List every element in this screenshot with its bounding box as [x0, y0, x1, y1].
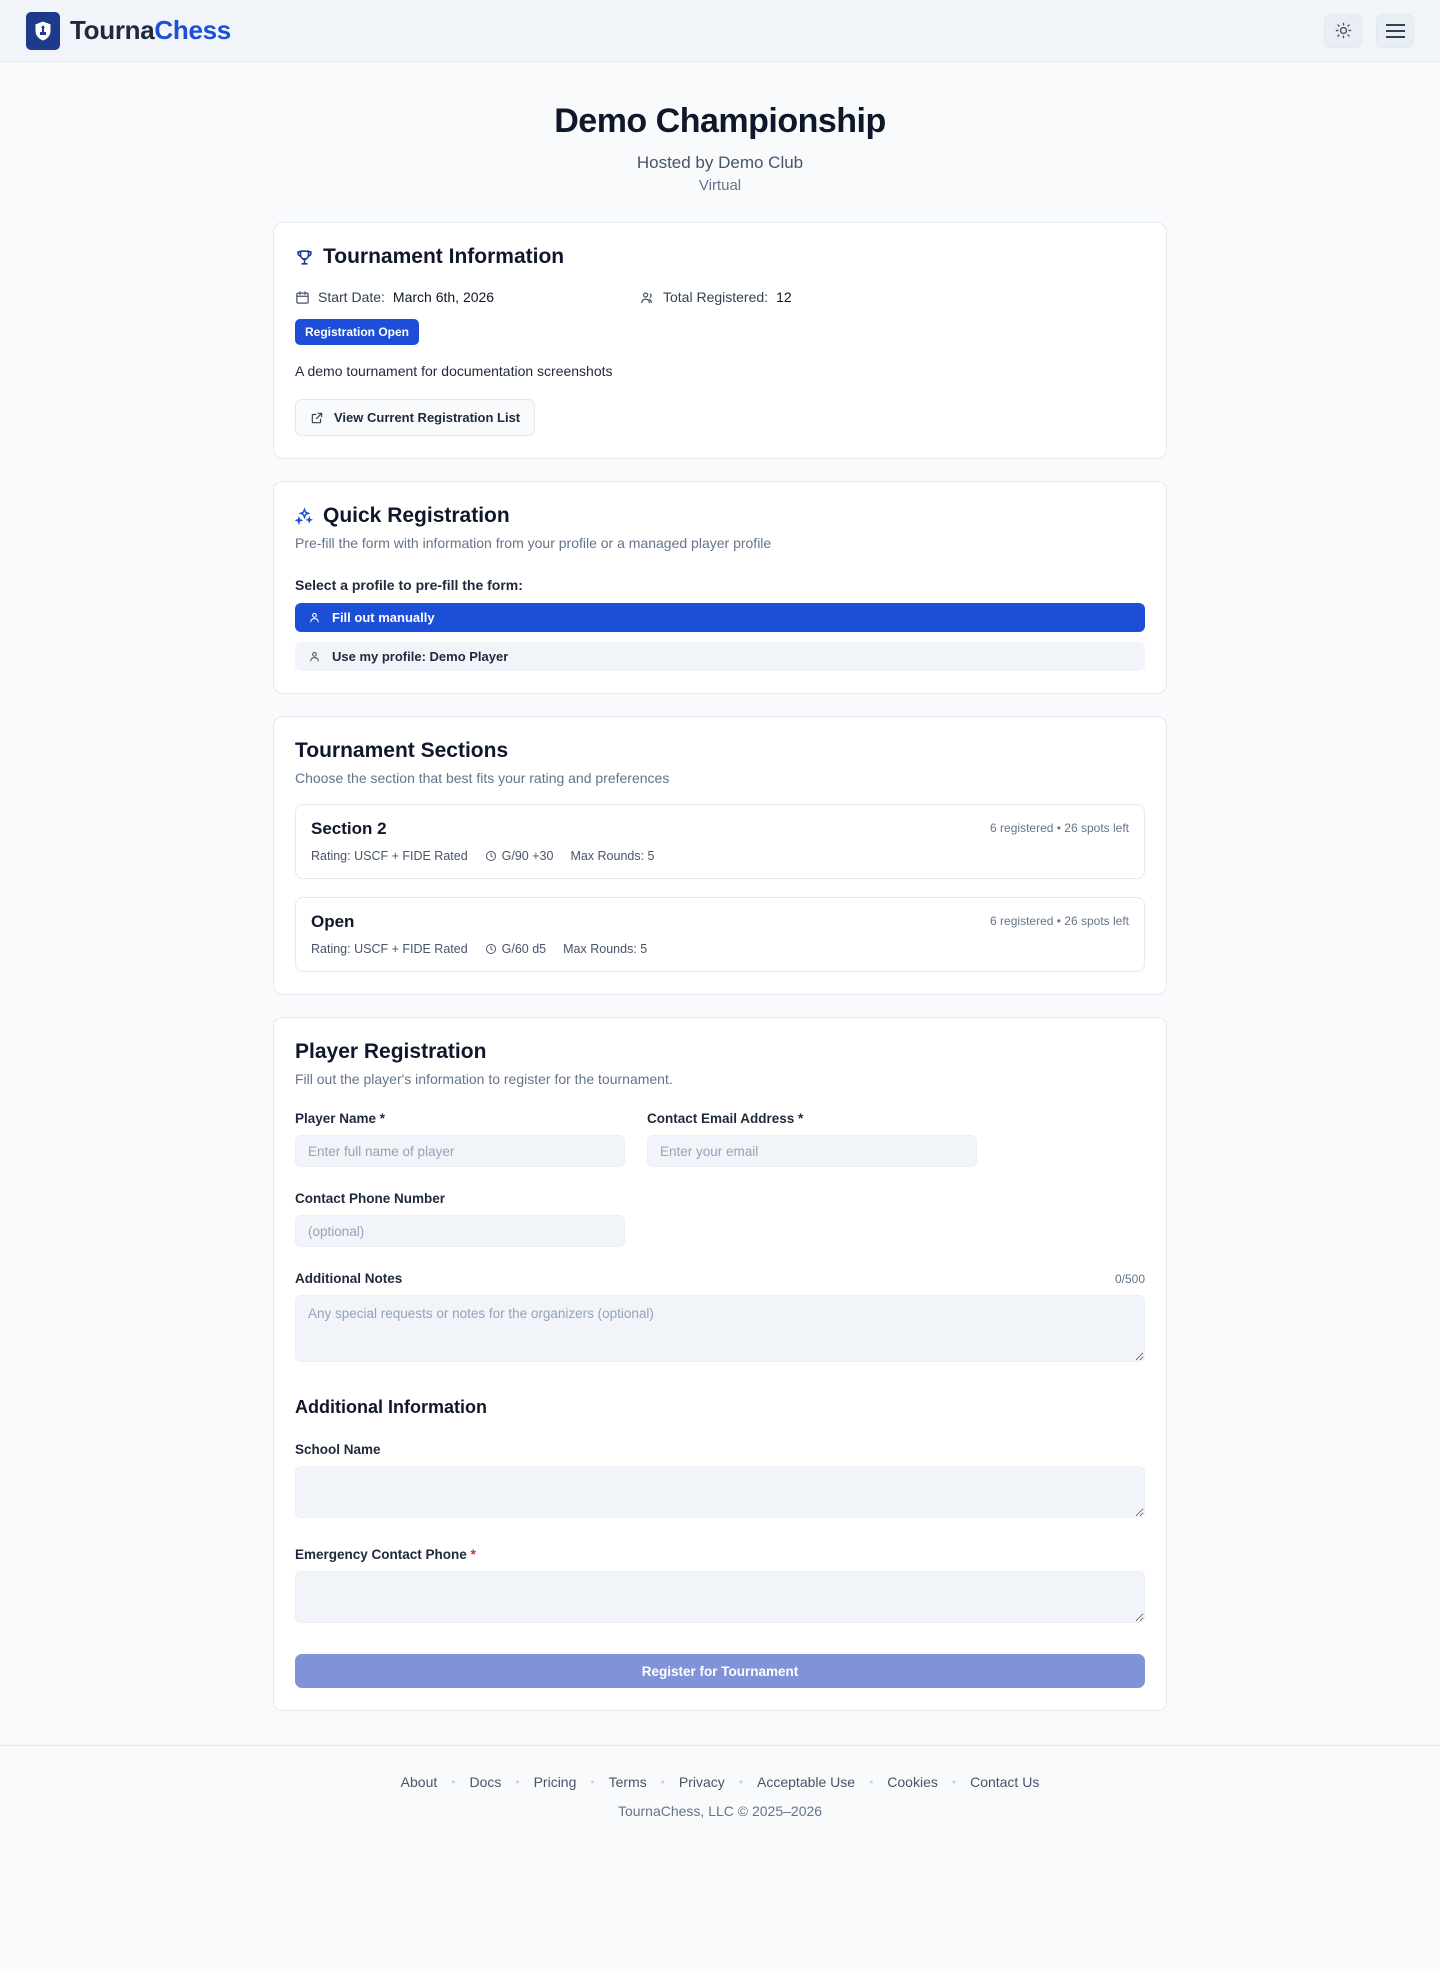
- calendar-icon: [295, 290, 310, 305]
- contact-phone-input[interactable]: [295, 1215, 625, 1247]
- player-registration-subtitle: Fill out the player's information to register for the tournament.: [295, 1071, 673, 1087]
- page-content: [0, 222, 1440, 1711]
- emergency-contact-textarea[interactable]: [295, 1571, 1145, 1623]
- school-name-group: [295, 1442, 1145, 1523]
- school-name-label: School Name: [295, 1442, 381, 1457]
- theme-toggle-button[interactable]: [1324, 14, 1362, 48]
- player-name-input[interactable]: [295, 1135, 625, 1167]
- hosted-by-text: Hosted by Demo Club: [636, 153, 804, 172]
- contact-phone-group: [295, 1191, 625, 1247]
- view-registration-list-label: View Current Registration List: [334, 410, 521, 425]
- topbar-actions: [1324, 14, 1414, 48]
- section-time-control-label-2: G/60 d5: [501, 942, 547, 956]
- quick-registration-title: [295, 504, 1145, 528]
- phone-row: [295, 1191, 1145, 1247]
- sparkles-icon: [295, 507, 314, 526]
- contact-email-label: Contact Email Address *: [647, 1111, 804, 1126]
- footer-link-cookies[interactable]: Cookies: [887, 1774, 938, 1790]
- footer-link-privacy[interactable]: Privacy: [678, 1774, 725, 1790]
- start-date-item: [295, 289, 640, 305]
- tournament-sections-title: [295, 739, 1145, 763]
- section-name-2: Open: [311, 912, 355, 931]
- player-registration-title-text: Player Registration: [295, 1040, 487, 1063]
- additional-notes-label-row: [295, 1271, 1145, 1286]
- user-icon: [308, 650, 321, 663]
- top-navigation-bar: [0, 0, 1440, 62]
- section-max-rounds-2: Max Rounds: 5: [563, 942, 648, 956]
- tournament-info-row: [295, 289, 1145, 305]
- emergency-row: [295, 1547, 1145, 1628]
- footer-link-pricing[interactable]: Pricing: [533, 1774, 577, 1790]
- menu-button[interactable]: [1376, 14, 1414, 48]
- footer-separator-dot: •: [951, 1775, 957, 1789]
- clock-icon: [485, 943, 497, 955]
- required-asterisk: *: [470, 1547, 476, 1562]
- emergency-contact-label-text: Emergency Contact Phone: [295, 1547, 467, 1562]
- brand-name-part-1: Tourna: [70, 15, 155, 45]
- section-spots-2: 6 registered • 26 spots left: [990, 914, 1129, 928]
- additional-notes-textarea[interactable]: [295, 1295, 1145, 1362]
- footer-separator-dot: •: [660, 1775, 665, 1789]
- section-time-control-2: [485, 942, 546, 956]
- clock-icon: [485, 850, 497, 862]
- additional-notes-group: [295, 1271, 1145, 1367]
- start-date-value: March 6th, 2026: [392, 289, 495, 305]
- name-email-row: [295, 1111, 1145, 1167]
- tournament-sections-card: [273, 716, 1167, 995]
- player-registration-title: [295, 1040, 1145, 1064]
- chess-shield-icon: [26, 12, 60, 50]
- total-registered-item: [640, 289, 792, 305]
- footer-links: [0, 1774, 1440, 1790]
- section-max-rounds-1: Max Rounds: 5: [570, 849, 655, 863]
- footer-link-acceptable-use[interactable]: Acceptable Use: [757, 1774, 856, 1790]
- location-text: Virtual: [698, 177, 742, 194]
- quick-registration-subtitle: Pre-fill the form with information from your profile or a managed player profile: [295, 535, 772, 551]
- tournament-sections-title-text: Tournament Sections: [295, 739, 509, 762]
- section-time-control-label-1: G/90 +30: [501, 849, 554, 863]
- section-time-control-1: [485, 849, 554, 863]
- contact-phone-label: Contact Phone Number: [295, 1191, 446, 1206]
- profile-select-label: Select a profile to pre-fill the form:: [295, 577, 523, 593]
- user-icon: [308, 611, 321, 624]
- footer-link-about[interactable]: About: [400, 1774, 438, 1790]
- contact-email-group: [647, 1111, 977, 1167]
- view-registration-list-button[interactable]: [295, 399, 535, 436]
- additional-information-heading: Additional Information: [295, 1397, 487, 1417]
- section-name-1: Section 2: [311, 819, 387, 838]
- total-registered-label: Total Registered:: [663, 289, 769, 305]
- sun-icon: [1335, 22, 1352, 39]
- profile-option-my-profile-label: Use my profile: Demo Player: [332, 649, 509, 664]
- status-badge: Registration Open: [295, 319, 419, 345]
- external-link-icon: [310, 411, 324, 425]
- page-header: [0, 62, 1440, 200]
- section-spots-1: 6 registered • 26 spots left: [990, 821, 1129, 835]
- section-meta-1: [311, 849, 1129, 863]
- section-option-2[interactable]: [295, 897, 1145, 972]
- additional-notes-counter: 0/500: [1114, 1272, 1145, 1286]
- brand-name: [70, 15, 231, 46]
- footer-link-terms[interactable]: Terms: [608, 1774, 647, 1790]
- contact-email-input[interactable]: [647, 1135, 977, 1167]
- section-option-1[interactable]: [295, 804, 1145, 879]
- footer-link-contact-us[interactable]: Contact Us: [970, 1774, 1040, 1790]
- quick-registration-card: [273, 481, 1167, 694]
- emergency-contact-group: [295, 1547, 1145, 1628]
- profile-option-manual[interactable]: [295, 603, 1145, 632]
- brand-logo-group[interactable]: [26, 12, 231, 50]
- footer-link-docs[interactable]: Docs: [469, 1774, 502, 1790]
- school-name-textarea[interactable]: [295, 1466, 1145, 1518]
- footer-separator-dot: •: [515, 1775, 520, 1789]
- start-date-label: Start Date:: [318, 289, 385, 305]
- player-name-label: Player Name *: [295, 1111, 386, 1126]
- brand-name-part-2: Chess: [154, 15, 231, 45]
- additional-notes-label: Additional Notes: [295, 1271, 403, 1286]
- footer-copyright: TournaChess, LLC © 2025–2026: [617, 1803, 823, 1819]
- tournament-information-card: [273, 222, 1167, 459]
- school-row: [295, 1442, 1145, 1523]
- emergency-contact-label: [295, 1547, 1145, 1562]
- footer-separator-dot: •: [451, 1775, 456, 1789]
- footer-separator-dot: •: [590, 1775, 595, 1789]
- page-title: Demo Championship: [554, 102, 886, 140]
- profile-option-my-profile[interactable]: [295, 642, 1145, 671]
- profile-option-manual-label: Fill out manually: [332, 610, 435, 625]
- footer-separator-dot: •: [869, 1775, 874, 1789]
- hamburger-menu-icon: [1386, 24, 1405, 38]
- phone-row-spacer: [647, 1191, 977, 1247]
- tournament-information-title: [295, 245, 1145, 269]
- notes-row: [295, 1271, 1145, 1367]
- page-footer: [0, 1745, 1440, 1819]
- total-registered-value: 12: [776, 289, 792, 305]
- footer-separator-dot: •: [738, 1775, 744, 1789]
- register-for-tournament-button[interactable]: Register for Tournament: [295, 1654, 1145, 1688]
- tournament-description: A demo tournament for documentation screenshots: [295, 363, 613, 379]
- users-icon: [640, 290, 655, 305]
- tournament-sections-subtitle: Choose the section that best fits your rating and preferences: [295, 770, 670, 786]
- player-name-group: [295, 1111, 625, 1167]
- trophy-icon: [295, 248, 314, 267]
- section-meta-2: [311, 942, 1129, 956]
- player-registration-card: [273, 1017, 1167, 1711]
- section-rating-1: Rating: USCF + FIDE Rated: [311, 849, 468, 863]
- tournament-information-title-text: Tournament Information: [323, 245, 565, 268]
- section-rating-2: Rating: USCF + FIDE Rated: [311, 942, 468, 956]
- quick-registration-title-text: Quick Registration: [323, 504, 510, 527]
